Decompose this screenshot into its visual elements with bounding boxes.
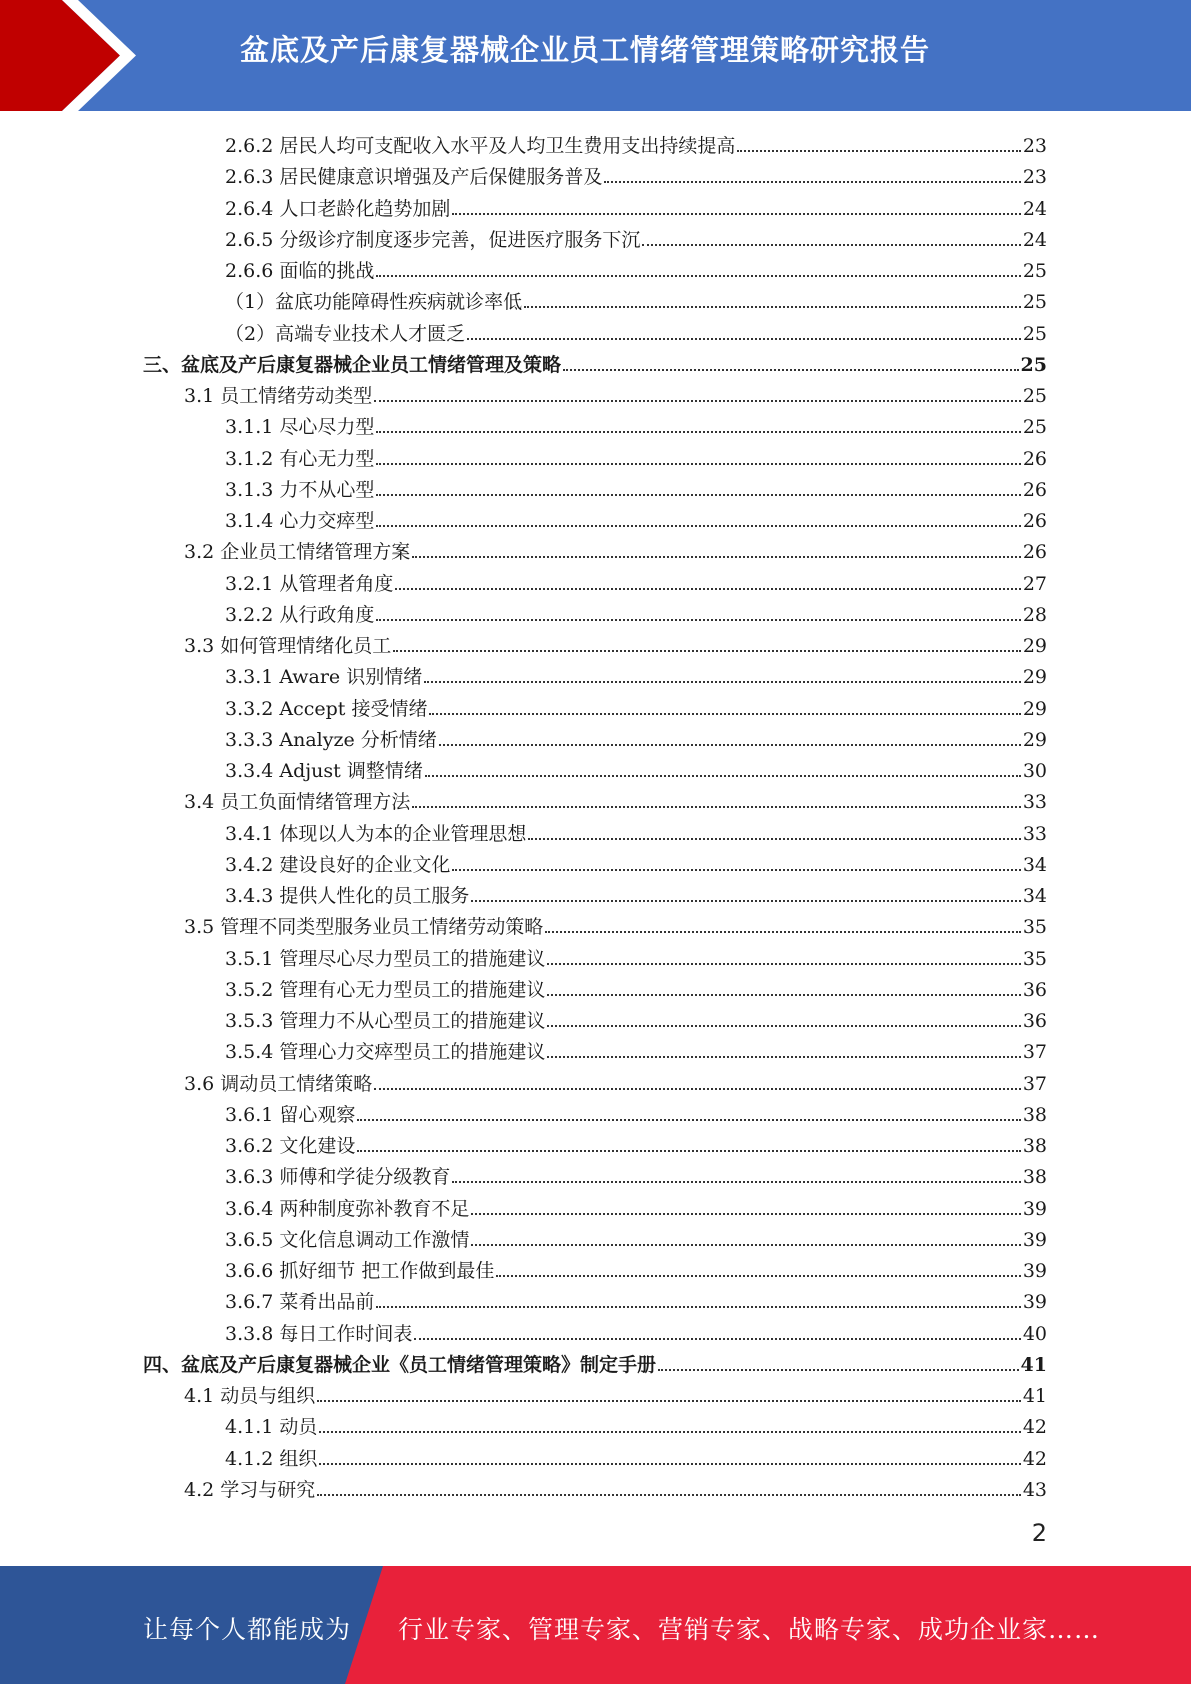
toc-dot-leader: [357, 1150, 1020, 1152]
toc-entry[interactable]: [225, 221, 1047, 252]
toc-entry-page: 33: [1022, 822, 1047, 845]
toc-entry[interactable]: [225, 565, 1047, 596]
footer-slogan-left: 让每个人都能成为: [143, 1615, 352, 1644]
toc-dot-leader: [429, 713, 1020, 715]
toc-entry-title: 3.1 员工情绪劳动类型: [184, 385, 373, 407]
toc-entry-title: 2.6.5 分级诊疗制度逐步完善，促进医疗服务下沉: [225, 228, 641, 251]
toc-entry-title: （2）高端专业技术人才匮乏: [225, 322, 466, 345]
toc-entry-page: 29: [1022, 635, 1047, 657]
toc-entry[interactable]: [225, 1283, 1047, 1314]
toc-entry-page: 37: [1022, 1041, 1047, 1064]
toc-entry-page: 25: [1022, 416, 1047, 439]
toc-entry-title: 3.4.3 提供人性化的员工服务: [225, 885, 470, 907]
toc-entry-page: 38: [1022, 1166, 1047, 1189]
toc-entry[interactable]: [225, 1315, 1047, 1346]
toc-entry[interactable]: [184, 627, 1047, 658]
toc-dot-leader: [439, 744, 1021, 746]
toc-entry-page: 26: [1022, 541, 1047, 564]
toc-entry-title: 3.6.7 菜肴出品前: [225, 1291, 375, 1314]
toc-dot-leader: [376, 1306, 1020, 1308]
toc-entry-page: 25: [1022, 260, 1047, 282]
toc-chapter-entry[interactable]: [143, 346, 1047, 377]
toc-entry-page: 41: [1020, 1353, 1047, 1376]
toc-entry-title: 3.6 调动员工情绪策略: [184, 1072, 373, 1095]
toc-entry-page: 41: [1022, 1385, 1047, 1407]
toc-dot-leader: [374, 1088, 1021, 1090]
toc-dot-leader: [658, 1369, 1019, 1371]
toc-entry-title: 四、盆底及产后康复器械企业《员工情绪管理策略》制定手册: [143, 1353, 657, 1376]
toc-dot-leader: [471, 900, 1020, 902]
toc-dot-leader: [395, 588, 1020, 590]
toc-entry[interactable]: [225, 877, 1047, 908]
toc-entry-page: 29: [1022, 728, 1047, 751]
toc-entry[interactable]: [184, 377, 1047, 408]
toc-entry-title: 4.1 动员与组织: [184, 1385, 316, 1407]
toc-entry-page: 35: [1022, 947, 1047, 970]
toc-entry-page: 26: [1022, 447, 1047, 470]
toc-entry[interactable]: [225, 1158, 1047, 1189]
toc-dot-leader: [376, 275, 1020, 277]
toc-entry-page: 29: [1022, 666, 1047, 689]
toc-dot-leader: [393, 650, 1021, 652]
toc-dot-leader: [424, 681, 1021, 683]
toc-dot-leader: [452, 213, 1020, 215]
toc-entry[interactable]: [184, 1065, 1047, 1096]
toc-dot-leader: [357, 1119, 1020, 1121]
toc-entry-page: 28: [1022, 603, 1047, 626]
toc-dot-leader: [471, 1213, 1020, 1215]
toc-dot-leader: [452, 869, 1020, 871]
toc-dot-leader: [376, 463, 1020, 465]
toc-entry[interactable]: [225, 752, 1047, 783]
toc-entry[interactable]: [225, 596, 1047, 627]
toc-entry[interactable]: [225, 127, 1047, 158]
toc-entry-page: 42: [1022, 1447, 1047, 1470]
toc-entry-title: 3.4 员工负面情绪管理方法: [184, 791, 411, 814]
toc-entry-page: 35: [1022, 916, 1047, 939]
toc-entry[interactable]: [225, 846, 1047, 877]
toc-entry-page: 24: [1022, 228, 1047, 251]
toc-dot-leader: [547, 963, 1020, 965]
toc-entry-title: 3.3.3 Analyze 分析情绪: [225, 728, 437, 751]
toc-entry-page: 23: [1022, 135, 1047, 157]
toc-entry[interactable]: [225, 1033, 1047, 1064]
toc-entry[interactable]: [225, 283, 1047, 314]
toc-chapter-entry[interactable]: [143, 1346, 1047, 1377]
toc-entry-page: 24: [1022, 197, 1047, 220]
toc-entry-page: 42: [1022, 1416, 1047, 1439]
toc-entry-page: 25: [1022, 291, 1047, 314]
toc-entry-title: 3.2.2 从行政角度: [225, 603, 375, 626]
toc-dot-leader: [547, 994, 1020, 996]
toc-dot-leader: [471, 1244, 1020, 1246]
toc-entry-title: 2.6.6 面临的挑战: [225, 260, 375, 282]
toc-entry[interactable]: [225, 315, 1047, 346]
toc-dot-leader: [545, 931, 1021, 933]
toc-dot-leader: [547, 1025, 1020, 1027]
toc-entry[interactable]: [184, 908, 1047, 939]
toc-entry-page: 23: [1022, 166, 1047, 189]
toc-entry[interactable]: [225, 971, 1047, 1002]
toc-entry-title: 3.4.1 体现以人为本的企业管理思想: [225, 822, 527, 845]
toc-entry[interactable]: [225, 940, 1047, 971]
toc-entry-page: 26: [1022, 510, 1047, 532]
toc-dot-leader: [374, 400, 1021, 402]
toc-entry-page: 40: [1022, 1322, 1047, 1345]
toc-entry-title: 4.2 学习与研究: [184, 1478, 316, 1501]
toc-entry-title: 2.6.3 居民健康意识增强及产后保健服务普及: [225, 166, 603, 189]
toc-entry[interactable]: [225, 1002, 1047, 1033]
toc-entry-page: 36: [1022, 1010, 1047, 1032]
toc-entry-title: 3.2 企业员工情绪管理方案: [184, 541, 411, 564]
toc-entry-title: 3.4.2 建设良好的企业文化: [225, 853, 451, 876]
toc-entry-page: 38: [1022, 1103, 1047, 1126]
toc-dot-leader: [452, 1181, 1020, 1183]
toc-entry-title: 3.3.4 Adjust 调整情绪: [225, 760, 423, 782]
toc-entry[interactable]: [225, 690, 1047, 721]
toc-entry-page: 38: [1022, 1135, 1047, 1157]
toc-entry-title: 3.3.8 每日工作时间表: [225, 1322, 413, 1345]
toc-entry[interactable]: [184, 783, 1047, 814]
toc-entry-title: 3.6.5 文化信息调动工作激情: [225, 1228, 470, 1251]
toc-entry-title: 3.3.1 Aware 识别情绪: [225, 666, 423, 689]
toc-entry-title: 2.6.2 居民人均可支配收入水平及人均卫生费用支出持续提高: [225, 135, 736, 157]
toc-entry[interactable]: [225, 1127, 1047, 1158]
toc-dot-leader: [376, 619, 1020, 621]
toc-entry-page: 25: [1022, 385, 1047, 407]
toc-dot-leader: [563, 369, 1019, 371]
toc-entry-title: 2.6.4 人口老龄化趋势加剧: [225, 197, 451, 220]
toc-entry-page: 37: [1022, 1072, 1047, 1095]
toc-entry-title: 3.3.2 Accept 接受情绪: [225, 697, 428, 720]
toc-dot-leader: [412, 556, 1021, 558]
toc-entry-title: 3.1.2 有心无力型: [225, 447, 375, 470]
page-number: 2: [1031, 1519, 1047, 1547]
toc-entry-page: 25: [1020, 353, 1047, 376]
toc-dot-leader: [376, 431, 1020, 433]
toc-entry[interactable]: [225, 815, 1047, 846]
toc-entry-page: 39: [1022, 1260, 1047, 1282]
toc-entry[interactable]: [225, 502, 1047, 533]
toc-entry-title: 3.6.6 抓好细节 把工作做到最佳: [225, 1260, 495, 1282]
toc-dot-leader: [604, 181, 1020, 183]
toc-entry-title: 3.3 如何管理情绪化员工: [184, 635, 392, 657]
toc-entry-page: 33: [1022, 791, 1047, 814]
toc-entry-page: 43: [1022, 1478, 1047, 1501]
toc-entry-title: 3.2.1 从管理者角度: [225, 572, 394, 595]
toc-entry-title: 3.5.2 管理有心无力型员工的措施建议: [225, 978, 546, 1001]
page-footer: [0, 1566, 1191, 1684]
toc-dot-leader: [642, 244, 1020, 246]
toc-dot-leader: [319, 1463, 1020, 1465]
page-header: [0, 0, 1191, 111]
toc-dot-leader: [317, 1400, 1021, 1402]
toc-entry-page: 39: [1022, 1197, 1047, 1220]
toc-entry-title: 3.5.1 管理尽心尽力型员工的措施建议: [225, 947, 546, 970]
toc-entry[interactable]: [225, 190, 1047, 221]
toc-dot-leader: [317, 1494, 1021, 1496]
toc-entry[interactable]: [225, 440, 1047, 471]
toc-entry-title: （1）盆底功能障碍性疾病就诊率低: [225, 291, 523, 314]
toc-entry-page: 36: [1022, 978, 1047, 1001]
toc-entry[interactable]: [225, 1096, 1047, 1127]
toc-entry[interactable]: [225, 1190, 1047, 1221]
toc-entry[interactable]: [225, 158, 1047, 189]
toc-entry-page: 29: [1022, 697, 1047, 720]
toc-entry[interactable]: [184, 1471, 1047, 1502]
toc-entry-title: 3.6.1 留心观察: [225, 1103, 356, 1126]
toc-dot-leader: [412, 806, 1021, 808]
toc-dot-leader: [496, 1275, 1020, 1277]
toc-entry-title: 3.5.4 管理心力交瘁型员工的措施建议: [225, 1041, 546, 1064]
toc-entry-title: 3.6.2 文化建设: [225, 1135, 356, 1157]
toc-entry-title: 3.1.4 心力交瘁型: [225, 510, 375, 532]
toc-entry-page: 39: [1022, 1291, 1047, 1314]
toc-dot-leader: [376, 525, 1020, 527]
toc-dot-leader: [737, 150, 1020, 152]
toc-entry[interactable]: [184, 1377, 1047, 1408]
toc-entry-title: 3.6.3 师傅和学徒分级教育: [225, 1166, 451, 1189]
toc-entry-page: 39: [1022, 1228, 1047, 1251]
toc-entry-title: 3.5 管理不同类型服务业员工情绪劳动策略: [184, 916, 544, 939]
toc-entry-title: 4.1.2 组织: [225, 1447, 318, 1470]
toc-entry-page: 34: [1022, 885, 1047, 907]
toc-entry-page: 27: [1022, 572, 1047, 595]
toc-dot-leader: [467, 338, 1021, 340]
toc-entry[interactable]: [225, 408, 1047, 439]
toc-dot-leader: [414, 1338, 1020, 1340]
toc-entry-title: 4.1.1 动员: [225, 1416, 318, 1439]
toc-dot-leader: [524, 306, 1021, 308]
toc-entry-page: 25: [1022, 322, 1047, 345]
toc-dot-leader: [319, 1431, 1020, 1433]
toc-entry-title: 3.6.4 两种制度弥补教育不足: [225, 1197, 470, 1220]
toc-entry-title: 3.1.1 尽心尽力型: [225, 416, 375, 439]
toc-entry-page: 26: [1022, 478, 1047, 501]
toc-dot-leader: [425, 775, 1021, 777]
toc-entry[interactable]: [225, 1252, 1047, 1283]
header-chevron-decoration: [0, 0, 160, 111]
toc-entry-title: 三、盆底及产后康复器械企业员工情绪管理及策略: [143, 353, 562, 376]
toc-dot-leader: [528, 838, 1020, 840]
toc-entry[interactable]: [225, 1221, 1047, 1252]
toc-entry[interactable]: [225, 1408, 1047, 1439]
toc-entry[interactable]: [225, 471, 1047, 502]
toc-entry[interactable]: [225, 721, 1047, 752]
toc-entry[interactable]: [184, 533, 1047, 564]
toc-entry[interactable]: [225, 1440, 1047, 1471]
toc-entry-title: 3.5.3 管理力不从心型员工的措施建议: [225, 1010, 546, 1032]
toc-entry[interactable]: [225, 658, 1047, 689]
toc-entry-page: 34: [1022, 853, 1047, 876]
toc-dot-leader: [376, 494, 1020, 496]
footer-slogan-right: 行业专家、管理专家、营销专家、战略专家、成功企业家……: [398, 1615, 1101, 1644]
toc-entry[interactable]: [225, 252, 1047, 283]
report-title: 盆底及产后康复器械企业员工情绪管理策略研究报告: [240, 33, 931, 67]
toc-entry-title: 3.1.3 力不从心型: [225, 478, 375, 501]
toc-entry-page: 30: [1022, 760, 1047, 782]
toc-dot-leader: [547, 1056, 1020, 1058]
